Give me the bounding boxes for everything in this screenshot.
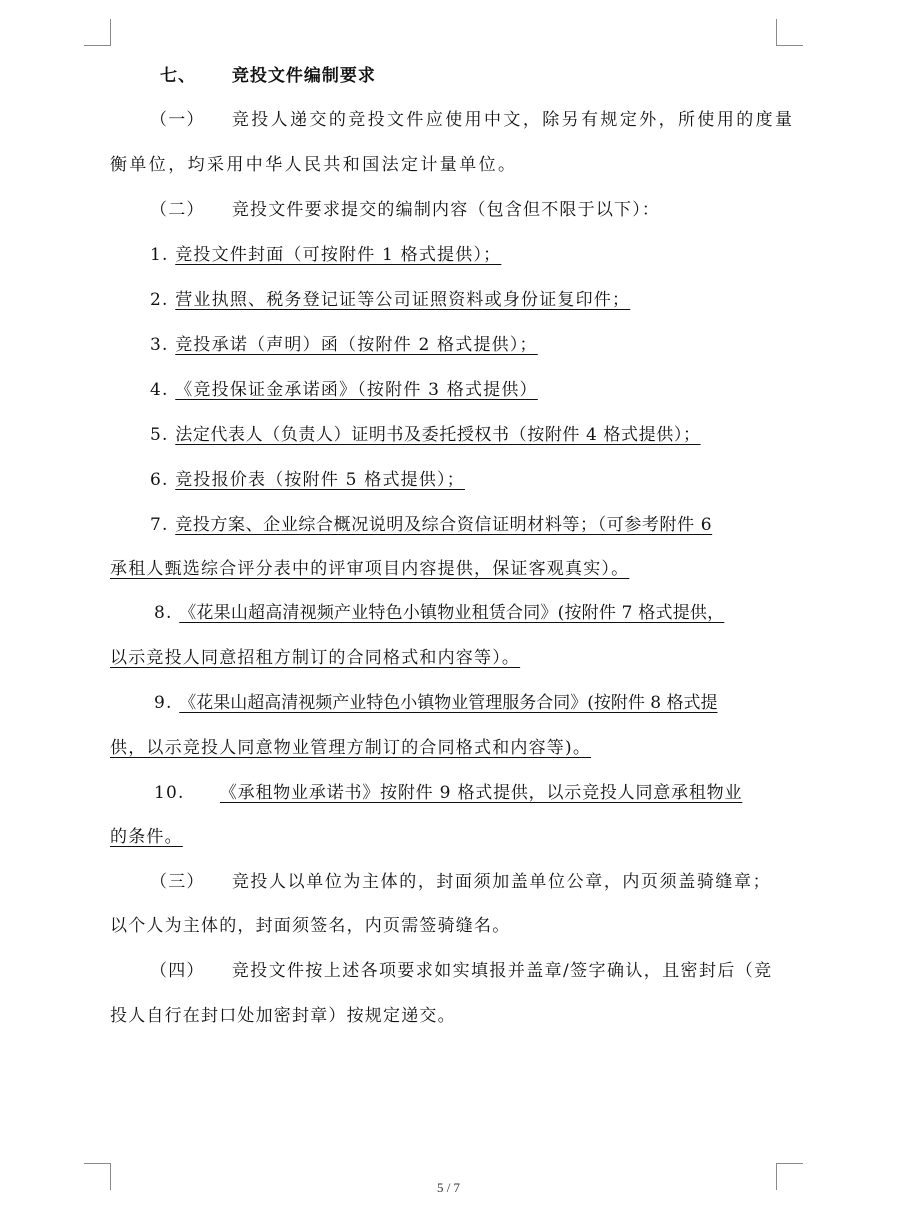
list-item-7-line1 bbox=[150, 513, 712, 537]
item-text-cont: 以示竞投人同意招租方制订的合同格式和内容等）。 bbox=[110, 648, 521, 668]
item-text-cont: 承租人甄选综合评分表中的评审项目内容提供，保证客观真实）。 bbox=[110, 559, 630, 579]
list-item-3 bbox=[150, 333, 538, 357]
item-number: 10. bbox=[154, 783, 185, 803]
list-item-4 bbox=[150, 378, 538, 402]
crop-mark-top-right bbox=[776, 19, 803, 46]
item-text: 法定代表人（负责人）证明书及委托授权书（按附件 4 格式提供）； bbox=[175, 425, 701, 445]
item-text-cont: 供，以示竞投人同意物业管理方制订的合同格式和内容等)。 bbox=[110, 738, 592, 758]
item-text-cont: 的条件。 bbox=[110, 827, 183, 847]
item-text: 竞投文件封面（可按附件 1 格式提供）； bbox=[175, 245, 502, 265]
para3-line1 bbox=[150, 870, 771, 894]
item-text: 《花果山超高清视频产业特色小镇物业管理服务合同》(按附件 8 格式提 bbox=[179, 693, 718, 713]
list-item-9-line2 bbox=[110, 736, 591, 760]
item-text: 《花果山超高清视频产业特色小镇物业租赁合同》(按附件 7 格式提供， bbox=[179, 603, 725, 623]
para1-text1: 竞投人递交的竞投文件应使用中文，除另有规定外，所使用的度量 bbox=[231, 110, 795, 130]
para4-line2: 投人自行在封口处加密封章）按规定递交。 bbox=[110, 1006, 456, 1026]
item-text: 竞投承诺（声明）函（按附件 2 格式提供）； bbox=[175, 335, 538, 355]
list-item-10-line1 bbox=[154, 781, 742, 805]
list-item-8-line1 bbox=[154, 601, 724, 625]
para2-line bbox=[150, 198, 660, 222]
item-text: 《承租物业承诺书》按附件 9 格式提供，以示竞投人同意承租物业 bbox=[219, 783, 743, 803]
item-text: 竞投方案、企业综合概况说明及综合资信证明材料等；（可参考附件 6 bbox=[175, 515, 713, 535]
list-item-1 bbox=[150, 243, 501, 267]
item-text: 《竞投保证金承诺函》（按附件 3 格式提供） bbox=[175, 380, 538, 400]
para2-label: （二） bbox=[150, 200, 205, 220]
section-number: 七、 bbox=[160, 66, 196, 86]
list-item-9-line1 bbox=[154, 691, 718, 715]
para3-line2: 以个人为主体的，封面须签名，内页需签骑缝名。 bbox=[110, 916, 511, 936]
item-number: 6. bbox=[150, 470, 169, 490]
section-heading bbox=[160, 64, 376, 88]
section-title: 竞投文件编制要求 bbox=[231, 66, 376, 86]
item-number: 8. bbox=[154, 603, 173, 623]
list-item-8-line2 bbox=[110, 646, 520, 670]
list-item-10-line2 bbox=[110, 825, 183, 849]
item-number: 9. bbox=[154, 693, 173, 713]
para4-text1: 竞投文件按上述各项要求如实填报并盖章/签字确认，且密封后（竞 bbox=[231, 961, 773, 981]
para1-line2: 衡单位，均采用中华人民共和国法定计量单位。 bbox=[110, 155, 518, 175]
item-number: 3. bbox=[150, 335, 169, 355]
item-text: 营业执照、税务登记证等公司证照资料或身份证复印件； bbox=[175, 290, 631, 310]
crop-mark-top-left bbox=[84, 19, 111, 46]
list-item-7-line2 bbox=[110, 557, 629, 581]
para1-line1 bbox=[150, 108, 794, 132]
item-text: 竞投报价表（按附件 5 格式提供）； bbox=[175, 470, 465, 490]
list-item-2 bbox=[150, 288, 630, 312]
item-number: 5. bbox=[150, 425, 169, 445]
para1-label: （一） bbox=[150, 110, 205, 130]
item-number: 2. bbox=[150, 290, 169, 310]
page-number: 5 / 7 bbox=[436, 1180, 461, 1195]
item-number: 1. bbox=[150, 245, 169, 265]
list-item-6 bbox=[150, 468, 465, 492]
item-number: 7. bbox=[150, 515, 169, 535]
para3-text1: 竞投人以单位为主体的，封面须加盖单位公章，内页须盖骑缝章； bbox=[231, 872, 772, 892]
list-item-5 bbox=[150, 423, 701, 447]
para4-label: （四） bbox=[150, 961, 205, 981]
item-number: 4. bbox=[150, 380, 169, 400]
para4-line1 bbox=[150, 959, 773, 983]
para2-text: 竞投文件要求提交的编制内容（包含但不限于以下）： bbox=[231, 200, 661, 220]
para3-label: （三） bbox=[150, 872, 205, 892]
